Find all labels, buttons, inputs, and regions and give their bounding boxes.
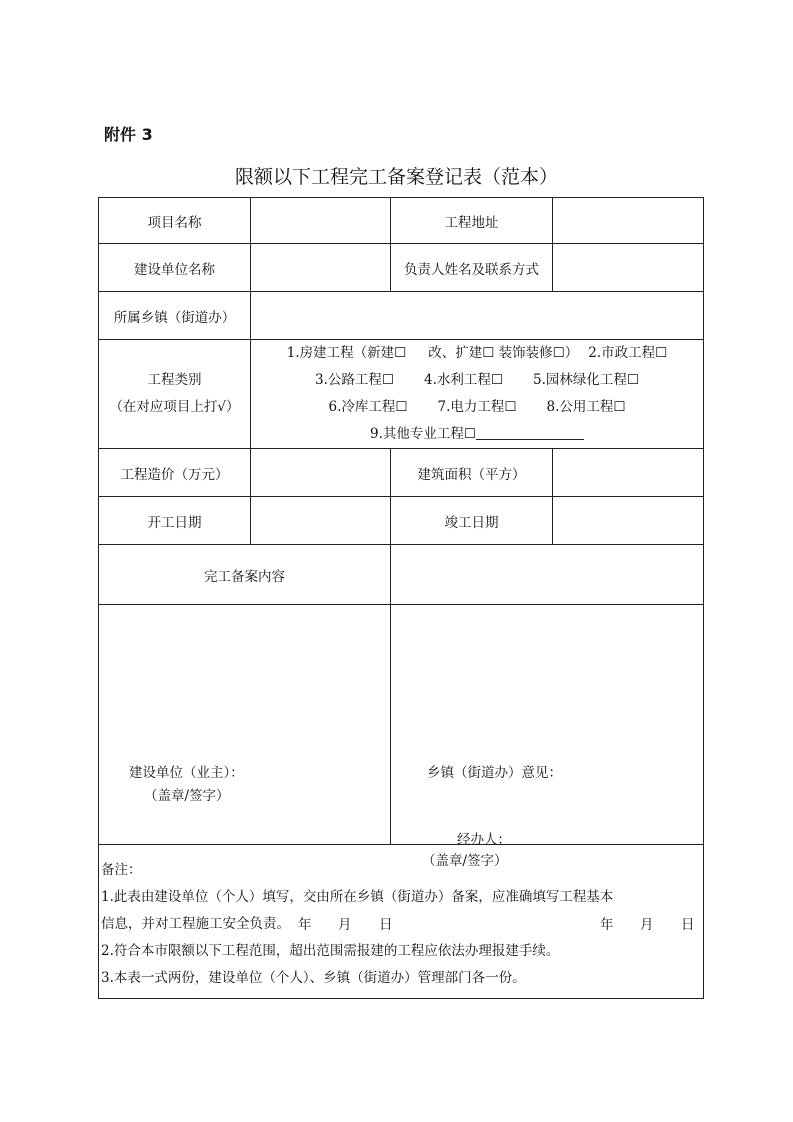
note-2: 2.符合本市限额以下工程范围，超出范围需报建的工程应依法办理报建手续。 [101,943,560,959]
township-label: 所属乡镇（街道办） [99,292,251,340]
category-1c-label: 装饰装修 [498,345,553,361]
checkbox-other[interactable]: ☐ [463,426,476,442]
row-project [99,198,704,244]
other-category-blank[interactable] [476,425,584,440]
category-line-2 [251,367,703,394]
row-cost [99,449,704,497]
note-3: 3.本表一式两份，建设单位（个人）、乡镇（街道办）管理部门各一份。 [101,970,526,986]
checkbox-municipal[interactable]: ☐ [655,345,668,361]
end-date-label: 竣工日期 [391,497,553,545]
checkbox-utility[interactable]: ☐ [613,399,626,415]
category-line-1 [251,340,703,367]
contact-field[interactable] [553,244,704,292]
township-field[interactable] [251,292,704,340]
category-3-label: 3.公路工程 [315,372,382,388]
row-dates [99,497,704,545]
project-name-label: 项目名称 [99,198,251,244]
registration-form-table [98,197,704,999]
builder-month: 月 [338,916,352,933]
category-9-label: 9.其他专业工程 [370,426,464,442]
category-7-label: 7.电力工程 [437,399,505,415]
area-field[interactable] [553,449,704,497]
category-label-line2: （在对应项目上打√） [109,399,240,415]
checkbox-power[interactable]: ☐ [504,399,517,415]
builder-name-field[interactable] [251,244,391,292]
end-date-field[interactable] [553,497,704,545]
row-builder [99,244,704,292]
builder-day: 日 [379,916,393,933]
project-name-field[interactable] [251,198,391,244]
row-record-content [99,545,704,605]
record-content-field[interactable] [391,545,704,605]
category-label [99,340,251,449]
township-stamp-note: （盖章/签字） [422,852,508,869]
checkbox-cold-storage[interactable]: ☐ [395,399,408,415]
township-month: 月 [640,916,654,933]
handler-label: 经办人： [457,831,511,848]
checkbox-decoration[interactable]: ☐ [552,345,565,361]
category-8-label: 8.公用工程 [546,399,614,415]
category-5-label: 5.园林绿化工程 [533,372,627,388]
category-label-line1: 工程类别 [147,372,202,388]
category-line-3 [251,394,703,421]
township-opinion-title: 乡镇（街道办）意见： [427,764,562,781]
category-4-label: 4.水利工程 [424,372,491,388]
start-date-label: 开工日期 [99,497,251,545]
builder-stamp-note: （盖章/签字） [144,787,230,804]
checkbox-highway[interactable]: ☐ [381,372,394,388]
row-township [99,292,704,340]
area-label: 建筑面积（平方） [391,449,553,497]
start-date-field[interactable] [251,497,391,545]
row-signatures [99,605,704,845]
note-1-line-2: 信息，并对工程施工安全负责。 [101,916,290,932]
checkbox-new-build[interactable]: ☐ [394,345,407,361]
category-1b-label: 改、扩建 [428,345,483,361]
row-category [99,340,704,449]
township-opinion-cell[interactable] [391,605,704,933]
township-year: 年 [600,916,614,933]
checkbox-renovation[interactable]: ☐ [482,345,495,361]
contact-label: 负责人姓名及联系方式 [391,244,553,292]
township-day: 日 [681,916,695,933]
attachment-label: 附件 3 [104,125,153,144]
builder-name-label: 建设单位名称 [99,244,251,292]
note-1-line-1: 1.此表由建设单位（个人）填写，交由所在乡镇（街道办）备案，应准确填写工程基本 [101,889,614,905]
project-address-label: 工程地址 [391,198,553,244]
category-1-close-paren: ） [564,345,579,361]
category-options [251,340,704,449]
project-address-field[interactable] [553,198,704,244]
cost-field[interactable] [251,449,391,497]
checkbox-landscape[interactable]: ☐ [626,372,639,388]
category-1-label: 1.房建工程（新建 [286,345,395,361]
builder-signature-title: 建设单位（业主）： [129,764,244,781]
category-6-label: 6.冷库工程 [328,399,396,415]
category-2-label: 2.市政工程 [588,345,656,361]
notes-heading: 备注： [101,862,142,878]
checkbox-water[interactable]: ☐ [490,372,503,388]
form-title: 限额以下工程完工备案登记表（范本） [234,166,558,188]
record-content-label: 完工备案内容 [99,545,391,605]
category-line-4 [251,421,703,448]
cost-label: 工程造价（万元） [99,449,251,497]
builder-year: 年 [298,916,312,933]
